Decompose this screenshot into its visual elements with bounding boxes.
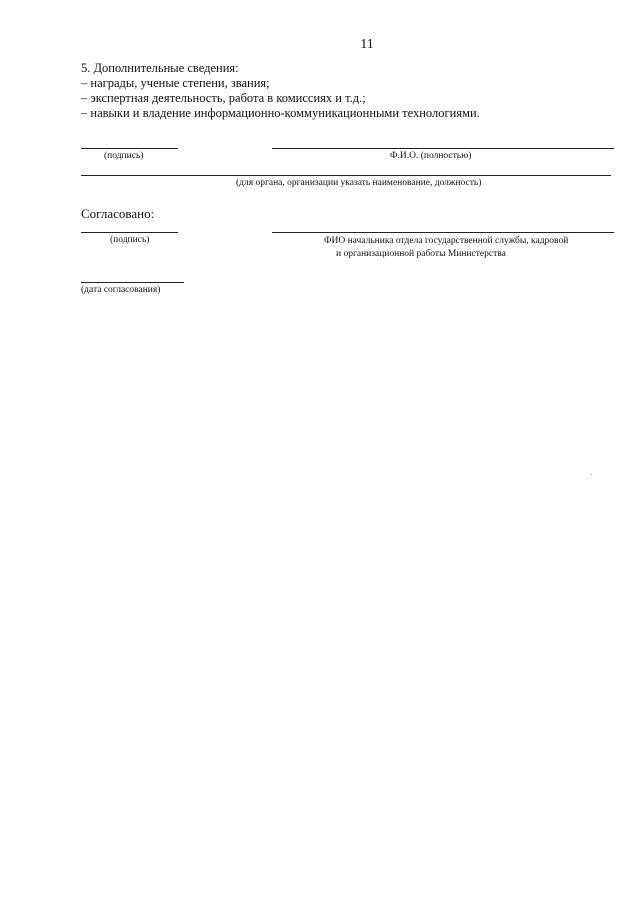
signature-caption: (подпись) <box>104 151 144 161</box>
approval-fio-line[interactable] <box>272 232 614 233</box>
approval-date-caption: (дата согласования) <box>81 285 161 295</box>
approval-signature-line[interactable] <box>81 232 178 233</box>
approval-signature-caption: (подпись) <box>110 235 150 245</box>
section-heading: 5. Дополнительные сведения: <box>81 61 239 75</box>
signature-line[interactable] <box>81 148 178 149</box>
approval-fio-caption-line1: ФИО начальника отдела государственной службы, кадровой <box>324 236 569 246</box>
page-number: 11 <box>360 37 374 52</box>
list-item: – экспертная деятельность, работа в комиссиях и т.д.; <box>81 91 366 105</box>
approved-title: Согласовано: <box>81 206 155 221</box>
scan-speck <box>591 474 592 475</box>
approval-date-line[interactable] <box>81 282 184 283</box>
additional-info-section <box>81 61 480 121</box>
fio-caption: Ф.И.О. (полностью) <box>390 151 472 161</box>
list-item: – награды, ученые степени, звания; <box>81 76 270 90</box>
fio-line[interactable] <box>272 148 614 149</box>
organization-caption: (для органа, организации указать наименование, должность) <box>236 178 482 188</box>
approval-fio-caption-line2: и организационной работы Министерства <box>336 249 506 259</box>
approval-fio-caption <box>324 235 568 261</box>
organization-line[interactable] <box>81 175 611 176</box>
list-item: – навыки и владение информационно-коммуникационными технологиями. <box>81 106 480 120</box>
